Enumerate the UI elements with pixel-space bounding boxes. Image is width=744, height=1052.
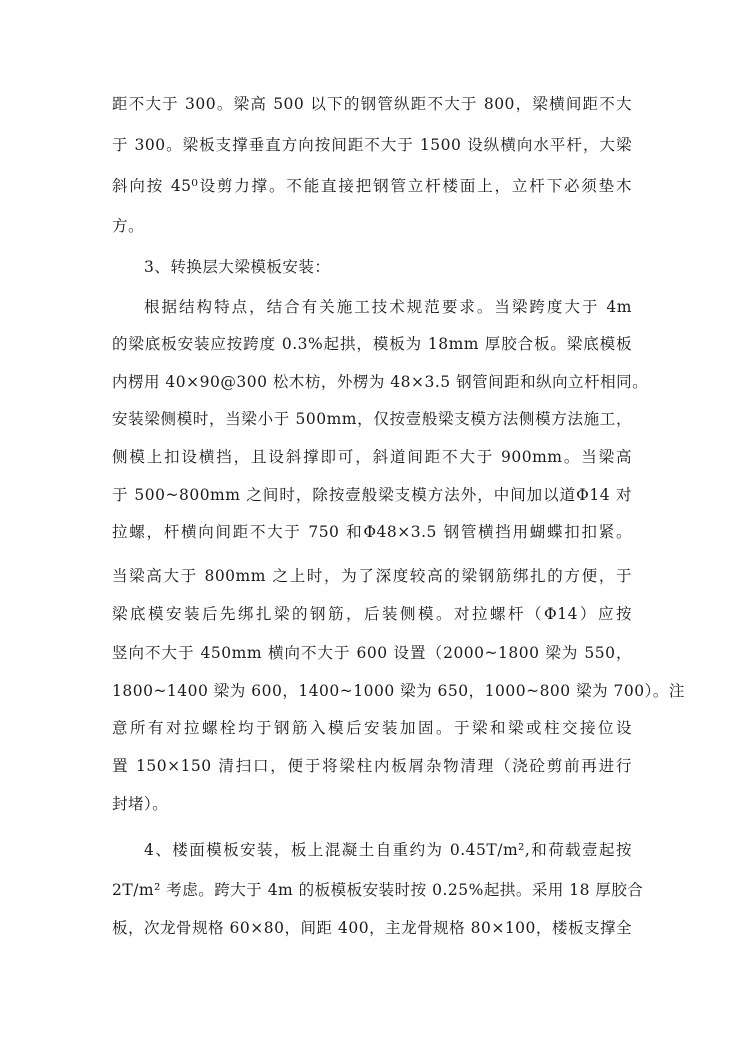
text-line: 2T/m² 考虑。跨大于 4m 的板模板安装时按 0.25%起拱。采用 18 厚胶合 <box>112 881 644 899</box>
text-line: 距不大于 300。梁高 500 以下的钢管纵距不大于 800，梁横间距不大 <box>112 95 632 113</box>
text-line: 置 150×150 清扫口，便于将梁柱内板屑杂物清理（浇砼剪前再进行 <box>112 757 632 775</box>
text-line: 1800~1400 梁为 600，1400~1000 梁为 650，1000~800 梁为 700）。注 <box>112 682 685 700</box>
text-line: 板，次龙骨规格 60×80，间距 400，主龙骨规格 80×100，楼板支撑全 <box>112 919 632 937</box>
text-line: 的梁底板安装应按跨度 0.3%起拱，模板为 18mm 厚胶合板。梁底模板 <box>112 335 632 353</box>
text-line: 当梁高大于 800mm 之上时，为了深度较高的梁钢筋绑扎的方便，于 <box>112 567 632 585</box>
text-line: 根据结构特点，结合有关施工技术规范要求。当梁跨度大于 4m <box>144 298 632 316</box>
text-line: 内楞用 40×90@300 松木枋，外楞为 48×3.5 钢管间距和纵向立杆相同。 <box>112 373 649 391</box>
section-heading: 3、转换层大梁模板安装： <box>144 258 331 276</box>
text-line: 封堵）。 <box>112 795 169 813</box>
text-line: 4、楼面模板安装，板上混凝土自重约为 0.45T/m²,和荷载壹起按 <box>144 841 632 859</box>
text-line: 梁底模安装后先绑扎梁的钢筋，后装侧模。对拉螺杆（Φ14）应按 <box>112 605 632 623</box>
text-line: 竖向不大于 450mm 横向不大于 600 设置（2000~1800 梁为 550， <box>112 644 632 662</box>
text-line: 意所有对拉螺栓均于钢筋入模后安装加固。于梁和梁或柱交接位设 <box>112 719 632 737</box>
text-line: 侧模上扣设横挡，且设斜撑即可，斜道间距不大于 900mm。当梁高 <box>112 448 632 466</box>
text-line: 拉螺，杆横向间距不大于 750 和Φ48×3.5 钢管横挡用蝴蝶扣扣紧。 <box>112 523 632 541</box>
text-line: 于 300。梁板支撑垂直方向按间距不大于 1500 设纵横向水平杆，大梁 <box>112 136 632 154</box>
text-line: 方。 <box>112 217 145 235</box>
text-line: 于 500~800mm 之间时，除按壹般梁支模方法外，中间加以道Φ14 对 <box>112 486 632 504</box>
text-line: 安装梁侧模时，当梁小于 500mm，仅按壹般梁支模方法侧模方法施工， <box>112 410 632 428</box>
text-line: 斜向按 45⁰设剪力撑。不能直接把钢管立杆楼面上，立杆下必须垫木 <box>112 177 632 195</box>
